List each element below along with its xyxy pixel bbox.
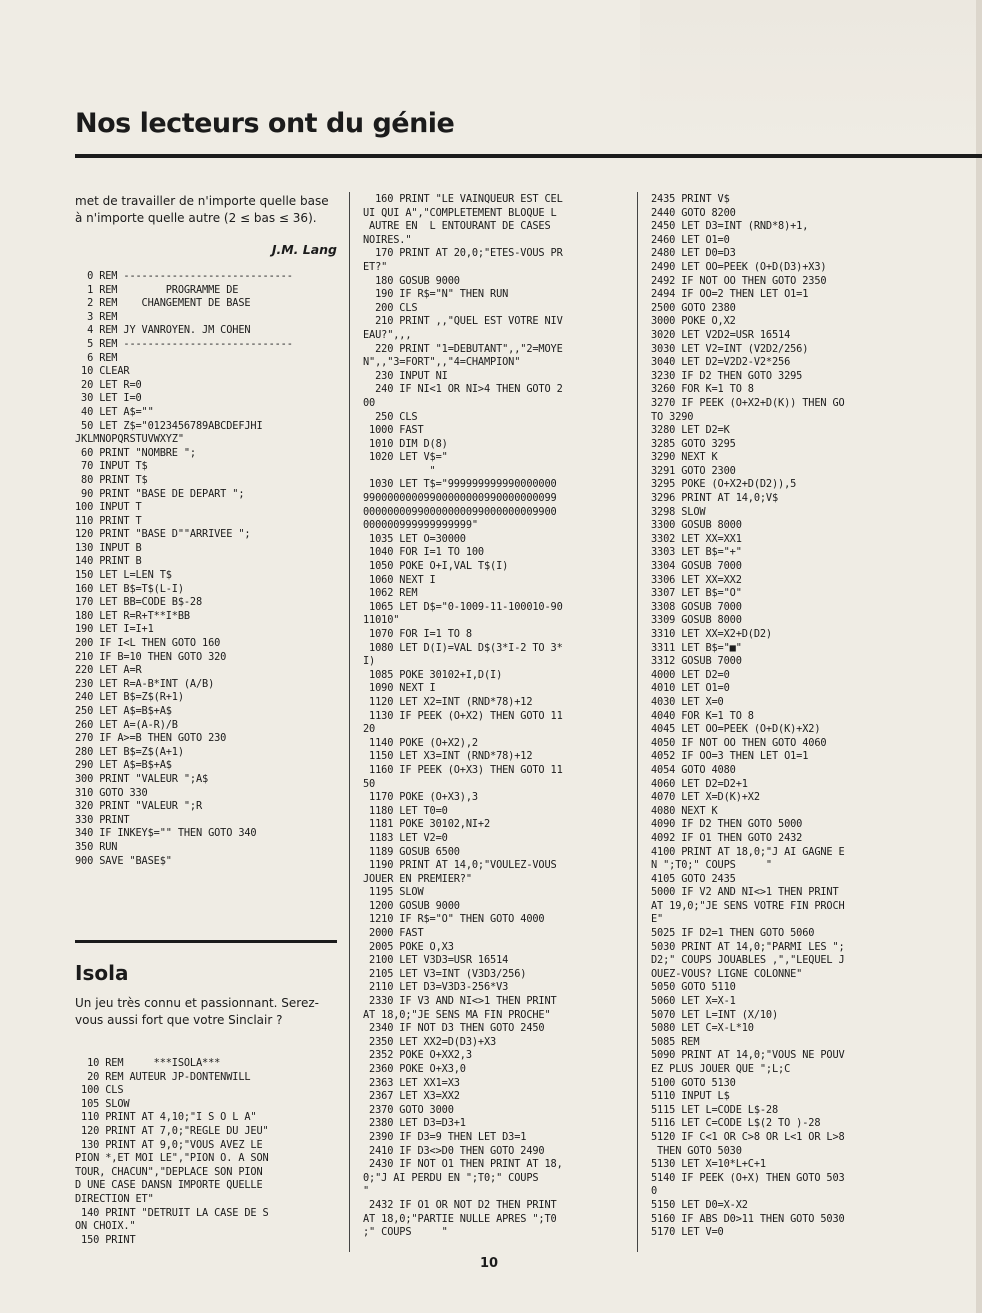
code-line: 00	[363, 396, 376, 409]
code-line: 270 IF A>=B THEN GOTO 230	[75, 732, 227, 745]
code-line: 290 LET A$=B$+A$	[75, 759, 172, 772]
code-line: 280 LET B$=Z$(A+1)	[75, 745, 184, 758]
code-line: 1080 LET D(I)=VAL D$(3*I-2 TO 3*	[369, 641, 563, 654]
code-line: 5060 LET X=X-1	[651, 995, 736, 1008]
code-line: PION *,ET MOI LE","PION O. A SON	[75, 1152, 269, 1165]
code-line: 200 IF I<L THEN GOTO 160	[75, 637, 221, 650]
code-line: 230 LET R=A-B*INT (A/B)	[75, 677, 215, 690]
code-line: 240 LET B$=Z$(R+1)	[75, 691, 184, 704]
code-line: 5170 LET V=0	[651, 1226, 724, 1239]
code-line: E"	[651, 913, 664, 926]
code-line: 1170 POKE (O+X3),3	[369, 791, 478, 804]
code-line: AUTRE EN L ENTOURANT DE CASES	[369, 220, 551, 233]
code-line: 1195 SLOW	[369, 886, 424, 899]
code-line: 1040 FOR I=1 TO 100	[369, 546, 484, 559]
code-line: 50 LET Z$="0123456789ABCDEFJHI	[81, 419, 263, 432]
page-number: 10	[480, 1256, 499, 1271]
code-line: 210 PRINT ,,"QUEL EST VOTRE NIV	[375, 315, 563, 328]
code-line: 3310 LET XX=X2+D(D2)	[651, 628, 772, 640]
code-line: 3291 GOTO 2300	[651, 464, 736, 477]
column-divider-2	[637, 192, 638, 1252]
code-line: 4105 GOTO 2435	[651, 872, 736, 885]
column-1	[75, 193, 337, 868]
code-line: 1130 IF PEEK (O+X2) THEN GOTO 11	[369, 709, 563, 722]
author-name: J.M. Lang	[271, 242, 337, 257]
code-line: 3309 GOSUB 8000	[651, 614, 742, 627]
code-line: 5080 LET C=X-L*10	[651, 1022, 754, 1035]
code-line: 2490 LET OO=PEEK (O+D(D3)+X3)	[651, 260, 827, 273]
code-line: 2380 LET D3=D3+1	[369, 1117, 466, 1130]
code-line: 5116 LET C=CODE L$(2 TO )-28	[651, 1117, 821, 1130]
code-line: 3302 LET XX=XX1	[651, 532, 742, 545]
code-line: 2500 GOTO 2380	[651, 301, 736, 314]
code-line: 4070 LET X=D(K)+X2	[651, 791, 760, 804]
code-line: 2110 LET D3=V3D3-256*V3	[369, 981, 509, 994]
code-line: 10 CLEAR	[81, 365, 130, 378]
code-line: 210 IF B=10 THEN GOTO 320	[75, 650, 227, 663]
code-line: 110 PRINT T	[75, 514, 142, 527]
code-line: ET?"	[363, 260, 388, 273]
code-line: 2432 IF O1 OR NOT D2 THEN PRINT	[369, 1198, 557, 1211]
code-line: 1050 POKE O+I,VAL T$(I)	[369, 560, 509, 573]
code-line: 3306 LET XX=XX2	[651, 573, 742, 586]
code-line: 4060 LET D2=D2+1	[651, 777, 748, 790]
code-line: 250 CLS	[375, 410, 418, 423]
code-line: 2363 LET XX1=X3	[369, 1076, 460, 1089]
code-line: 4000 LET D2=0	[651, 668, 730, 681]
code-line: 5100 GOTO 5130	[651, 1076, 736, 1089]
listing-isola-part-1	[75, 1057, 337, 1247]
code-line: 30 LET I=0	[81, 392, 142, 405]
code-line: 3311 LET B$="■"	[651, 641, 742, 654]
code-line: 5025 IF D2=1 THEN GOTO 5060	[651, 927, 815, 940]
code-line: 1000 FAST	[369, 424, 424, 437]
code-line: 240 IF NI<1 OR NI>4 THEN GOTO 2	[375, 383, 563, 396]
page-title: Nos lecteurs ont du génie	[75, 108, 455, 139]
code-line: 5130 LET X=10*L+C+1	[651, 1158, 766, 1171]
code-line: 40 LET A$=""	[81, 405, 154, 418]
code-line: 1140 POKE (O+X2),2	[369, 736, 478, 749]
code-line: 100 INPUT T	[75, 501, 142, 514]
code-line: 0;"J AI PERDU EN ";T0;" COUPS	[363, 1171, 539, 1184]
code-line: NOIRES."	[363, 233, 412, 246]
code-line: 10 REM ***ISOLA***	[87, 1057, 221, 1069]
code-line: 4045 LET OO=PEEK (O+D(K)+X2)	[651, 723, 821, 736]
code-line: N ";T0;" COUPS "	[651, 859, 772, 872]
code-line: 140 PRINT B	[75, 555, 142, 568]
code-line: 4100 PRINT AT 18,0;"J AI GAGNE E	[651, 845, 845, 858]
code-line: 4040 FOR K=1 TO 8	[651, 709, 754, 722]
listing-isola-part-3	[651, 193, 921, 1240]
code-line: 330 PRINT	[75, 813, 130, 826]
code-line: 5160 IF ABS D0>11 THEN GOTO 5030	[651, 1212, 845, 1225]
code-line: 2410 IF D3<>D0 THEN GOTO 2490	[369, 1144, 545, 1157]
code-line: 1 REM PROGRAMME DE	[87, 283, 239, 296]
code-line: 2450 LET D3=INT (RND*8)+1,	[651, 220, 809, 233]
code-line: 105 SLOW	[81, 1097, 130, 1110]
listing-base-conversion	[75, 270, 337, 868]
code-line: 3030 LET V2=INT (V2D2/256)	[651, 342, 809, 355]
intro-text: met de travailler de n'importe quelle base à n'importe quelle autre (2 ≤ bas ≤ 36).	[75, 194, 329, 225]
code-line: 2340 IF NOT D3 THEN GOTO 2450	[369, 1022, 545, 1035]
code-line: 3280 LET D2=K	[651, 424, 730, 437]
code-line: AT 18,0;"JE SENS MA FIN PROCHE"	[363, 1008, 551, 1021]
code-line: 120 PRINT "BASE D""ARRIVEE ";	[75, 528, 251, 541]
code-line: 1120 LET X2=INT (RND*78)+12	[369, 695, 533, 708]
code-line: 230 INPUT NI	[375, 369, 448, 382]
code-line: 320 PRINT "VALEUR ";R	[75, 800, 203, 813]
code-line: 1181 POKE 30102,NI+2	[369, 818, 491, 831]
code-line: I)	[363, 655, 376, 668]
section-intro-isola: Un jeu très connu et passionnant. Serez-vous aussi fort que votre Sinclair ?	[75, 996, 319, 1027]
code-line: 190 LET I=I+1	[75, 623, 154, 636]
code-line: ;" COUPS "	[363, 1226, 448, 1239]
code-line: 160 PRINT "LE VAINQUEUR EST CEL	[375, 193, 563, 205]
code-line: 2440 GOTO 8200	[651, 206, 736, 219]
code-line: 3040 LET D2=V2D2-V2*256	[651, 356, 791, 369]
code-line: 20	[363, 723, 376, 736]
code-line: 4050 IF NOT OO THEN GOTO 4060	[651, 736, 827, 749]
code-line: "	[363, 1185, 370, 1198]
code-line: 2480 LET D0=D3	[651, 247, 736, 260]
code-line: 310 GOTO 330	[75, 786, 148, 799]
code-line: 0 REM ----------------------------	[87, 270, 293, 282]
code-line: 2000 FAST	[369, 927, 424, 940]
code-line: 1035 LET O=30000	[369, 532, 466, 545]
code-line: 180 GOSUB 9000	[375, 274, 460, 287]
code-line: 200 CLS	[375, 301, 418, 314]
code-line: ON CHOIX."	[75, 1220, 136, 1233]
code-line: 1090 NEXT I	[369, 682, 436, 695]
code-line: 1085 POKE 30102+I,D(I)	[369, 668, 503, 681]
code-line: TOUR, CHACUN","DEPLACE SON PION	[75, 1165, 263, 1178]
code-line: 2100 LET V3D3=USR 16514	[369, 954, 509, 967]
code-line: 3298 SLOW	[651, 505, 706, 518]
code-line: 130 INPUT B	[75, 541, 142, 554]
code-line: 3260 FOR K=1 TO 8	[651, 383, 754, 396]
code-line: D UNE CASE DANSN IMPORTE QUELLE	[75, 1179, 263, 1192]
page-background-fade	[640, 0, 982, 150]
code-line: 70 INPUT T$	[81, 460, 148, 473]
code-line: 350 RUN	[75, 840, 118, 853]
code-line: 3020 LET V2D2=USR 16514	[651, 328, 791, 341]
code-line: 1065 LET D$="0-1009-11-100010-90	[369, 600, 563, 613]
code-line: JKLMNOPQRSTUVWXYZ"	[75, 433, 184, 446]
code-line: 11010"	[363, 614, 400, 627]
code-line: 1010 DIM D(8)	[369, 437, 448, 450]
code-line: D2;" COUPS JOUABLES ,","LEQUEL J	[651, 954, 845, 967]
code-line: 50	[363, 777, 376, 790]
code-line: 170 PRINT AT 20,0;"ETES-VOUS PR	[375, 247, 563, 260]
code-line: 0	[651, 1185, 658, 1198]
code-line: 110 PRINT AT 4,10;"I S O L A"	[81, 1111, 257, 1124]
code-line: 5 REM ----------------------------	[87, 337, 293, 350]
code-line: 2367 LET X3=XX2	[369, 1090, 460, 1103]
code-line: 5110 INPUT L$	[651, 1090, 730, 1103]
column-3	[651, 193, 921, 1240]
code-line: 5070 LET L=INT (X/10)	[651, 1008, 779, 1021]
code-line: 1190 PRINT AT 14,0;"VOULEZ-VOUS	[369, 859, 557, 872]
code-line: 5085 REM	[651, 1035, 700, 1048]
code-line: 2430 IF NOT O1 THEN PRINT AT 18,	[369, 1158, 563, 1171]
code-line: 170 LET BB=CODE B$-28	[75, 596, 203, 609]
code-line: 5140 IF PEEK (O+X) THEN GOTO 503	[651, 1171, 845, 1184]
page-edge	[976, 0, 982, 1313]
code-line: 80 PRINT T$	[81, 473, 148, 486]
code-line: 6 REM	[87, 351, 118, 364]
code-line: N",,"3=FORT",,"4=CHAMPION"	[363, 356, 521, 369]
code-line: 5150 LET D0=X-X2	[651, 1198, 748, 1211]
code-line: 2 REM CHANGEMENT DE BASE	[87, 297, 251, 310]
code-line: 1030 LET T$="999999999990000000	[369, 478, 557, 491]
code-line: 120 PRINT AT 7,0;"REGLE DU JEU"	[81, 1124, 269, 1137]
code-line: 220 PRINT "1=DEBUTANT",,"2=MOYE	[375, 342, 563, 355]
code-line: 3000 POKE O,X2	[651, 315, 736, 328]
code-line: 150 LET L=LEN T$	[75, 569, 172, 582]
code-line: 3285 GOTO 3295	[651, 437, 736, 450]
code-line: 1183 LET V2=0	[369, 831, 448, 844]
code-line: 160 LET B$=T$(L-I)	[75, 582, 184, 595]
code-line: 4010 LET O1=0	[651, 682, 730, 695]
code-line: EAU?",,,	[363, 328, 412, 341]
code-line: 130 PRINT AT 9,0;"VOUS AVEZ LE	[81, 1138, 263, 1151]
code-line: 1180 LET T0=0	[369, 804, 448, 817]
code-line: 2350 LET XX2=D(D3)+X3	[369, 1035, 497, 1048]
code-line: THEN GOTO 5030	[657, 1144, 742, 1157]
column-1-isola	[75, 1057, 337, 1247]
column-divider-1	[349, 192, 350, 1252]
code-line: 60 PRINT "NOMBRE ";	[81, 446, 196, 459]
code-line: 1160 IF PEEK (O+X3) THEN GOTO 11	[369, 763, 563, 776]
code-line: 4030 LET X=0	[651, 695, 724, 708]
code-line: 4054 GOTO 4080	[651, 763, 736, 776]
code-line: AT 18,0;"PARTIE NULLE APRES ";T0	[363, 1212, 557, 1225]
code-line: AT 19,0;"JE SENS VOTRE FIN PROCH	[651, 899, 845, 912]
code-line: 4092 IF O1 THEN GOTO 2432	[651, 831, 803, 844]
code-line: 5050 GOTO 5110	[651, 981, 736, 994]
code-line: 2005 POKE O,X3	[369, 940, 454, 953]
code-line: 250 LET A$=B$+A$	[75, 705, 172, 717]
code-line: 2330 IF V3 AND NI<>1 THEN PRINT	[369, 995, 557, 1008]
header-rule	[75, 154, 982, 158]
code-line: OUEZ-VOUS? LIGNE COLONNE"	[651, 967, 803, 980]
code-line: 000000999999999999"	[363, 519, 478, 532]
code-line: 20 LET R=0	[81, 378, 142, 391]
code-line: 00000000990000000099000000009900	[363, 505, 557, 518]
code-line: 3312 GOSUB 7000	[651, 655, 742, 668]
code-line: 5000 IF V2 AND NI<>1 THEN PRINT	[651, 886, 839, 899]
code-line: 3230 IF D2 THEN GOTO 3295	[651, 369, 803, 382]
code-line: 3270 IF PEEK (O+X2+D(K)) THEN GO	[651, 396, 845, 409]
listing-isola-part-2	[363, 193, 625, 1240]
code-line: 20 REM AUTEUR JP-DONTENWILL	[87, 1070, 251, 1083]
code-line: 3296 PRINT AT 14,0;V$	[651, 492, 779, 505]
code-line: 1060 NEXT I	[369, 573, 436, 586]
code-line: "	[429, 464, 436, 477]
code-line: 90 PRINT "BASE DE DEPART ";	[81, 487, 245, 500]
code-line: 3307 LET B$="O"	[651, 587, 742, 600]
code-line: 340 IF INKEY$="" THEN GOTO 340	[75, 827, 257, 840]
code-line: 260 LET A=(A-R)/B	[75, 718, 178, 731]
code-line: 1210 IF R$="O" THEN GOTO 4000	[369, 913, 545, 926]
code-line: 3295 POKE (O+X2+D(D2)),5	[651, 478, 797, 491]
code-line: 4080 NEXT K	[651, 804, 718, 817]
code-line: TO 3290	[651, 410, 694, 423]
code-line: 1062 REM	[369, 587, 418, 600]
code-line: 1189 GOSUB 6500	[369, 845, 460, 858]
section-title-isola: Isola	[75, 961, 129, 985]
code-line: 2360 POKE O+X3,0	[369, 1063, 466, 1075]
code-line: 3303 LET B$="+"	[651, 546, 742, 559]
code-line: 2370 GOTO 3000	[369, 1103, 454, 1116]
code-line: 1020 LET V$="	[369, 451, 448, 464]
code-line: 2105 LET V3=INT (V3D3/256)	[369, 967, 527, 980]
code-line: 900 SAVE "BASE$"	[75, 854, 172, 867]
code-line: 4052 IF OO=3 THEN LET O1=1	[651, 750, 809, 763]
column-2	[363, 193, 625, 1240]
code-line: EZ PLUS JOUER QUE ";L;C	[651, 1063, 791, 1075]
code-line: 1150 LET X3=INT (RND*78)+12	[369, 750, 533, 763]
code-line: 5090 PRINT AT 14,0;"VOUS NE POUV	[651, 1049, 845, 1062]
code-line: 3300 GOSUB 8000	[651, 519, 742, 532]
code-line: 180 LET R=R+T**I*BB	[75, 609, 190, 622]
code-line: 300 PRINT "VALEUR ";A$	[75, 772, 209, 785]
code-line: UI QUI A","COMPLETEMENT BLOQUE L	[363, 206, 557, 219]
code-line: 99000000009900000000990000000099	[363, 492, 557, 505]
code-line: 150 PRINT	[75, 1233, 136, 1246]
code-line: 2492 IF NOT OO THEN GOTO 2350	[651, 274, 827, 287]
code-line: 5115 LET L=CODE L$-28	[651, 1103, 779, 1116]
code-line: DIRECTION ET"	[75, 1192, 154, 1205]
code-line: 3 REM	[87, 310, 118, 323]
code-line: 2435 PRINT V$	[651, 193, 730, 205]
code-line: 2494 IF OO=2 THEN LET O1=1	[651, 288, 809, 301]
code-line: 220 LET A=R	[75, 664, 142, 677]
code-line: 3308 GOSUB 7000	[651, 600, 742, 613]
code-line: JOUER EN PREMIER?"	[363, 872, 472, 885]
code-line: 140 PRINT "DETRUIT LA CASE DE S	[81, 1206, 269, 1219]
code-line: 4 REM JY VANROYEN. JM COHEN	[87, 324, 251, 337]
code-line: 2390 IF D3=9 THEN LET D3=1	[369, 1130, 527, 1143]
code-line: 5120 IF C<1 OR C>8 OR L<1 OR L>8	[651, 1130, 845, 1143]
code-line: 190 IF R$="N" THEN RUN	[375, 288, 509, 301]
code-line: 100 CLS	[81, 1084, 124, 1097]
code-line: 2460 LET O1=0	[651, 233, 730, 246]
code-line: 3304 GOSUB 7000	[651, 560, 742, 573]
code-line: 1200 GOSUB 9000	[369, 899, 460, 912]
code-line: 3290 NEXT K	[651, 451, 718, 464]
section-rule	[75, 940, 337, 943]
code-line: 2352 POKE O+XX2,3	[369, 1049, 472, 1062]
code-line: 5030 PRINT AT 14,0;"PARMI LES ";	[651, 940, 845, 953]
code-line: 1070 FOR I=1 TO 8	[369, 628, 472, 640]
code-line: 4090 IF D2 THEN GOTO 5000	[651, 818, 803, 831]
